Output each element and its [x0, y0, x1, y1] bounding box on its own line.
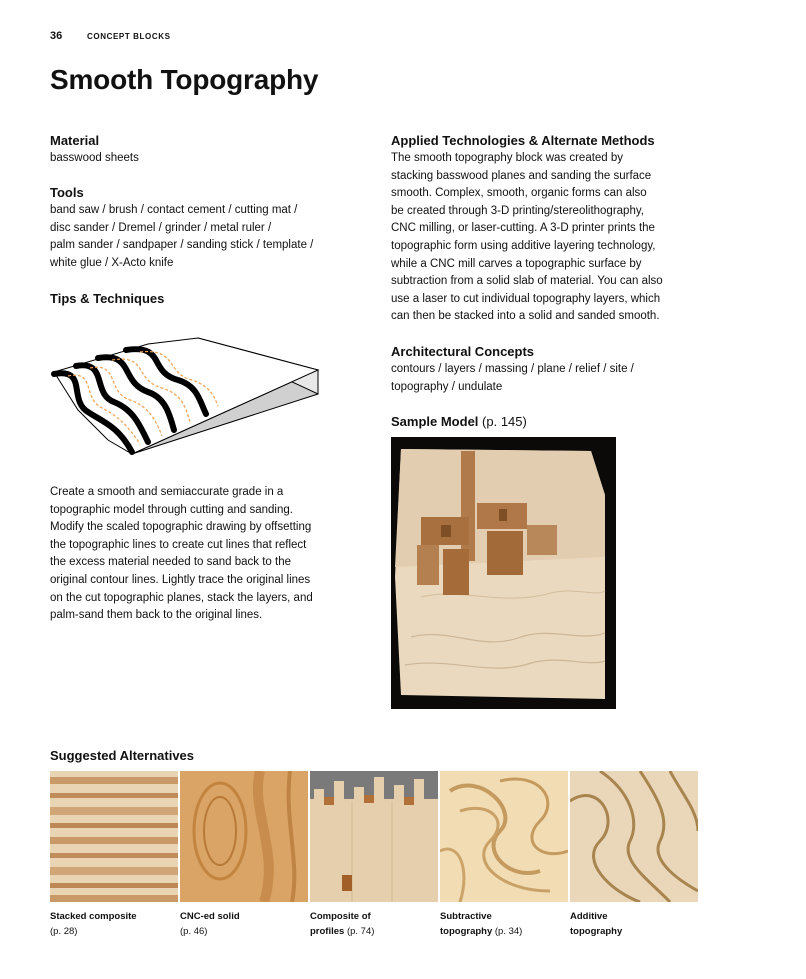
sample-heading-label: Sample Model	[391, 414, 479, 429]
subtractive-topography-thumbnail	[440, 771, 568, 902]
applied-line: The smooth topography block was created by	[391, 152, 624, 164]
page-title: Smooth Topography	[50, 64, 319, 95]
additive-topography-thumbnail	[570, 771, 698, 902]
tools-list	[50, 202, 350, 272]
applied-heading: Applied Technologies & Alternate Methods	[391, 133, 655, 148]
description-line: Create a smooth and semiaccurate grade in a	[50, 486, 284, 498]
cnc-ed-solid-thumbnail	[180, 771, 308, 902]
tools-line: disc sander / Dremel / grinder / metal ruler /	[50, 221, 272, 234]
concepts-list	[391, 361, 701, 396]
caption-title: Additive	[570, 911, 608, 922]
applied-line: smooth. Complex, smooth, organic forms can also	[391, 187, 647, 200]
description-line: the excess material needed to sand back to the	[50, 556, 292, 569]
description-line: original contour lines. Lightly trace the original lines	[50, 573, 311, 586]
caption-title: Subtractive	[440, 911, 492, 922]
alternative-caption	[440, 909, 566, 939]
tools-line: palm sander / sandpaper / sanding stick / template /	[50, 239, 314, 252]
applied-paragraph	[391, 150, 701, 326]
caption-line2	[310, 924, 436, 939]
concepts-line: topography / undulate	[391, 380, 503, 393]
material-text: basswood sheets	[50, 152, 139, 164]
applied-line: stacking basswood planes and sanding the surface	[391, 169, 652, 182]
applied-line: while a CNC mill carves a topographic surface by	[391, 257, 642, 270]
caption-page-ref: (p. 28)	[50, 926, 78, 937]
applied-line: be created through 3-D printing/stereolithography,	[391, 204, 644, 217]
sample-page-ref: (p. 145)	[482, 414, 527, 429]
description-line: topographic model through cutting and sanding.	[50, 503, 293, 516]
page-number: 36	[50, 30, 63, 42]
tips-heading: Tips & Techniques	[50, 291, 165, 306]
topography-block-diagram	[48, 330, 328, 460]
alternative-caption	[180, 909, 306, 939]
stacked-composite-thumbnail	[50, 771, 178, 902]
caption-title-cont: profiles	[310, 926, 345, 937]
description-line: Modify the scaled topographic drawing by offsetting	[50, 521, 312, 534]
description-line: palm-sand them back to the original lines.	[50, 609, 263, 622]
sample-model-photo	[391, 437, 616, 709]
tools-line: band saw / brush / contact cement / cutting mat /	[50, 204, 298, 216]
applied-line: CNC milling, or laser-cutting. A 3-D printer prints the	[391, 222, 655, 235]
alternative-caption	[310, 909, 436, 939]
composite-of-profiles-thumbnail	[310, 771, 438, 902]
concepts-heading: Architectural Concepts	[391, 344, 535, 359]
applied-line: subtraction from a solid slab of material. You can also	[391, 275, 663, 288]
alternative-caption	[50, 909, 176, 939]
caption-title: Stacked composite	[50, 911, 137, 922]
caption-page-ref: (p. 34)	[492, 926, 523, 937]
tools-heading: Tools	[50, 185, 84, 200]
section-label: CONCEPT BLOCKS	[87, 32, 171, 41]
caption-line2	[570, 924, 696, 939]
caption-page-ref: (p. 74)	[344, 926, 375, 937]
caption-title-cont: topography	[570, 926, 623, 937]
applied-line: can then be stacked into a solid and sanded smooth.	[391, 310, 660, 323]
alternatives-heading: Suggested Alternatives	[50, 748, 195, 763]
caption-title: Composite of	[310, 911, 371, 922]
applied-line: use a laser to cut individual topography layers, which	[391, 292, 661, 305]
caption-page-ref: (p. 46)	[180, 926, 208, 937]
description-paragraph	[50, 484, 350, 625]
caption-title: CNC-ed solid	[180, 911, 240, 922]
description-line: the topographic lines to create cut lines that reflect	[50, 538, 307, 551]
caption-line2	[440, 924, 566, 939]
alternative-caption	[570, 909, 696, 939]
sample-heading	[391, 414, 701, 429]
description-line: on the cut topographic planes, stack the layers, and	[50, 591, 313, 604]
caption-title-cont: topography	[440, 926, 493, 937]
material-heading: Material	[50, 133, 100, 148]
applied-line: topographic form using additive layering technology,	[391, 239, 656, 252]
concepts-line: contours / layers / massing / plane / relief / site /	[391, 363, 634, 375]
tools-line: white glue / X-Acto knife	[50, 256, 174, 269]
